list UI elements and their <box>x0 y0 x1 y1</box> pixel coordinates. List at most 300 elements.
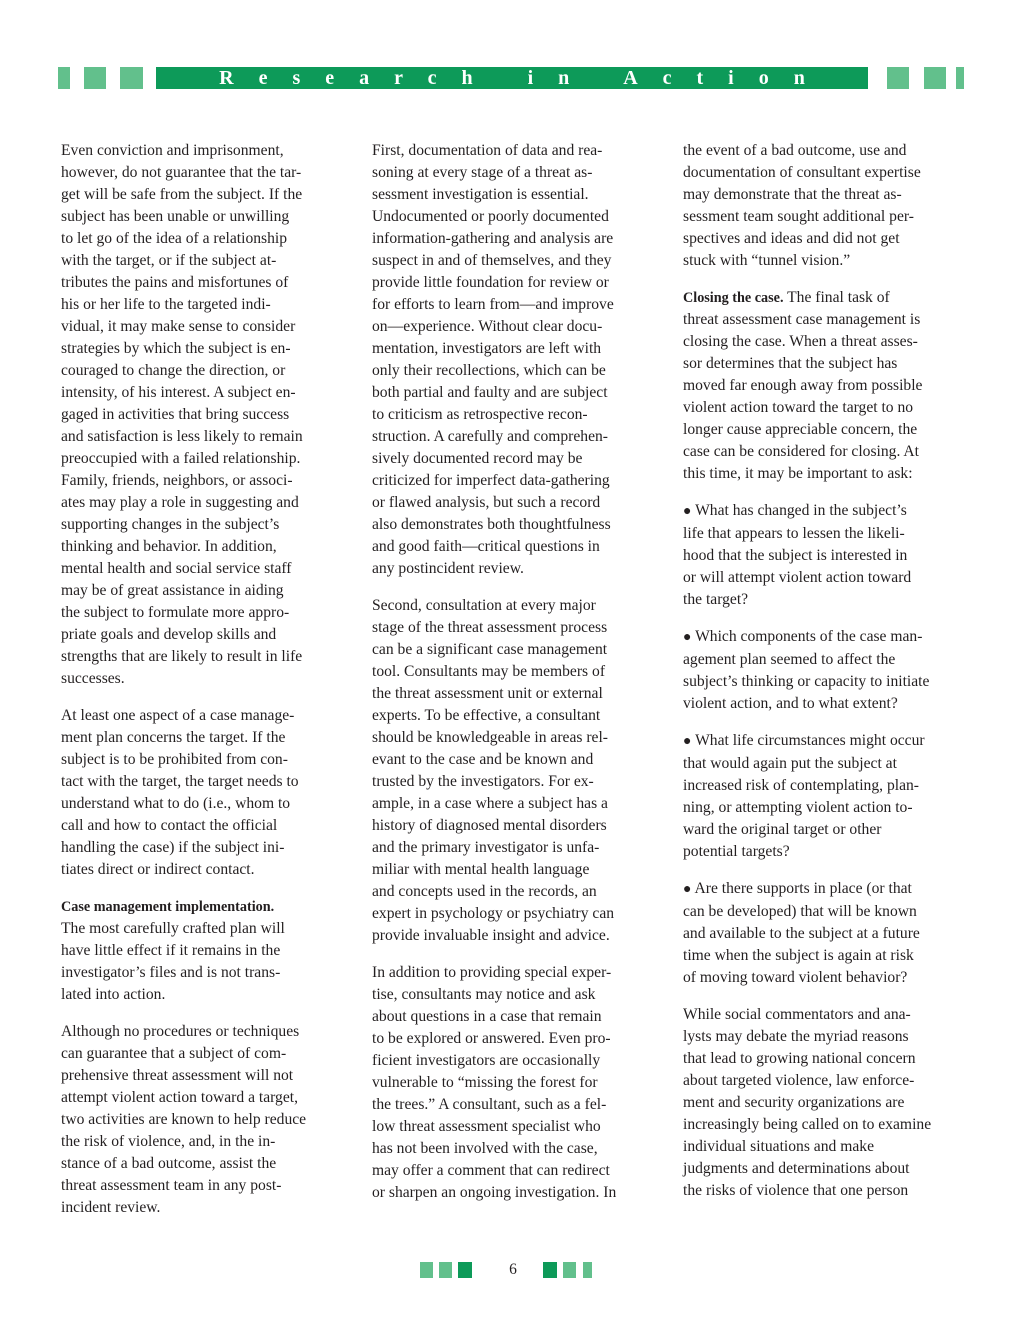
paragraph <box>683 140 973 272</box>
text-line <box>683 819 973 841</box>
line-text: also demonstrates both thoughtfulness <box>372 516 611 533</box>
line-text: individual situations and make <box>683 1138 874 1155</box>
text-line <box>61 404 351 426</box>
text-line <box>683 206 973 228</box>
line-text: ning, or attempting violent action to- <box>683 799 913 816</box>
bullet-icon: ● <box>683 882 692 897</box>
text-line <box>372 272 662 294</box>
text-line <box>61 1021 351 1043</box>
text-line <box>61 602 351 624</box>
line-text: Second, consultation at every major <box>372 597 596 614</box>
text-line <box>683 1136 973 1158</box>
line-text: sor determines that the subject has <box>683 355 898 372</box>
text-line <box>372 705 662 727</box>
text-line <box>61 984 351 1006</box>
line-text: handling the case) if the subject ini- <box>61 839 285 856</box>
text-line <box>372 228 662 250</box>
text-line <box>372 881 662 903</box>
line-text: The final task of <box>783 289 890 306</box>
text-line <box>372 859 662 881</box>
text-line <box>372 1138 662 1160</box>
text-line <box>372 140 662 162</box>
line-text: tributes the pains and misfortunes of <box>61 274 289 291</box>
paragraph <box>683 626 973 715</box>
text-line <box>61 918 351 940</box>
text-line <box>683 1026 973 1048</box>
text-line <box>683 878 973 901</box>
line-text: to be explored or answered. Even pro- <box>372 1030 611 1047</box>
line-text: priate goals and develop skills and <box>61 626 277 643</box>
text-line <box>683 353 973 375</box>
text-line <box>683 730 973 753</box>
text-line <box>61 470 351 492</box>
line-text: however, do not guarantee that the tar- <box>61 164 302 181</box>
line-text: tise, consultants may notice and ask <box>372 986 596 1003</box>
line-text: have little effect if it remains in the <box>61 942 281 959</box>
line-text: incident review. <box>61 1199 161 1216</box>
page-footer <box>420 1261 606 1279</box>
text-line <box>372 426 662 448</box>
line-text: subject has been unable or unwilling <box>61 208 290 225</box>
text-line <box>683 545 973 567</box>
line-text: only their recollections, which can be <box>372 362 606 379</box>
line-text: investigator’s files and is not trans- <box>61 964 281 981</box>
text-line <box>61 162 351 184</box>
text-line <box>372 558 662 580</box>
line-text: supporting changes in the subject’s <box>61 516 280 533</box>
line-text: longer cause appreciable concern, the <box>683 421 918 438</box>
line-text: or flawed analysis, but such a record <box>372 494 601 511</box>
line-text: to criticism as retrospective recon- <box>372 406 588 423</box>
line-text: call and how to contact the official <box>61 817 278 834</box>
text-line <box>61 536 351 558</box>
line-text: trusted by the investigators. For ex- <box>372 773 594 790</box>
line-text: Although no procedures or techniques <box>61 1023 300 1040</box>
line-text: judgments and determinations about <box>683 1160 910 1177</box>
line-text: Which components of the case man- <box>691 628 923 645</box>
line-text: criticized for imperfect data-gathering <box>372 472 610 489</box>
text-line <box>61 837 351 859</box>
line-text: agement plan seemed to affect the <box>683 651 896 668</box>
line-text: can be a significant case management <box>372 641 608 658</box>
text-line <box>372 771 662 793</box>
paragraph <box>683 878 973 989</box>
text-line <box>61 668 351 690</box>
line-text: mental health and social service staff <box>61 560 292 577</box>
text-line <box>61 184 351 206</box>
line-text: What has changed in the subject’s <box>691 502 907 519</box>
text-line <box>61 140 351 162</box>
line-text: ates may play a role in suggesting and <box>61 494 299 511</box>
line-text: and satisfaction is less likely to remain <box>61 428 303 445</box>
line-text: time when the subject is again at risk <box>683 947 914 964</box>
text-line <box>683 671 973 693</box>
line-text: or sharpen an ongoing investigation. In <box>372 1184 617 1201</box>
line-text: strengths that are likely to result in life <box>61 648 303 665</box>
line-text: First, documentation of data and rea- <box>372 142 603 159</box>
text-line <box>683 901 973 923</box>
text-line <box>683 375 973 397</box>
text-line <box>683 1048 973 1070</box>
line-text: thinking and behavior. In addition, <box>61 538 277 555</box>
line-text: tact with the target, the target needs to <box>61 773 299 790</box>
text-line <box>372 683 662 705</box>
line-text: successes. <box>61 670 125 687</box>
text-line <box>372 984 662 1006</box>
text-line <box>61 815 351 837</box>
header-square-decoration <box>120 67 143 89</box>
line-text: lysts may debate the myriad reasons <box>683 1028 909 1045</box>
text-line <box>683 841 973 863</box>
line-text: or will attempt violent action toward <box>683 569 912 586</box>
line-text: stance of a bad outcome, assist the <box>61 1155 277 1172</box>
text-line <box>61 514 351 536</box>
line-text: couraged to change the direction, or <box>61 362 286 379</box>
line-text: stage of the threat assessment process <box>372 619 608 636</box>
line-text: get will be safe from the subject. If the <box>61 186 303 203</box>
paragraph <box>372 140 662 580</box>
line-text: provide little foundation for review or <box>372 274 609 291</box>
text-line <box>683 923 973 945</box>
line-text: moved far enough away from possible <box>683 377 923 394</box>
line-text: can be developed) that will be known <box>683 903 917 920</box>
text-line <box>372 1006 662 1028</box>
line-text: Family, friends, neighbors, or associ- <box>61 472 293 489</box>
text-line <box>372 250 662 272</box>
text-line <box>683 589 973 611</box>
text-line <box>372 661 662 683</box>
text-line <box>683 1070 973 1092</box>
text-line <box>372 595 662 617</box>
text-line <box>683 567 973 589</box>
section-header <box>58 67 964 89</box>
text-line <box>61 294 351 316</box>
text-line <box>372 536 662 558</box>
line-text: any postincident review. <box>372 560 524 577</box>
text-column-2 <box>372 140 662 1219</box>
footer-square-decoration <box>439 1262 452 1278</box>
text-line <box>372 749 662 771</box>
text-line <box>683 523 973 545</box>
text-line <box>372 514 662 536</box>
text-line <box>683 500 973 523</box>
line-text: for efforts to learn from—and improve <box>372 296 614 313</box>
line-text: ment and security organizations are <box>683 1094 905 1111</box>
line-text: tiates direct or indirect contact. <box>61 861 255 878</box>
line-text: intensity, of his interest. A subject en- <box>61 384 296 401</box>
text-line <box>683 753 973 775</box>
line-text: and concepts used in the records, an <box>372 883 597 900</box>
text-line <box>683 228 973 250</box>
text-line <box>683 649 973 671</box>
line-text: In addition to providing special exper- <box>372 964 612 981</box>
text-line <box>61 492 351 514</box>
text-line <box>683 331 973 353</box>
line-text: about targeted violence, law enforce- <box>683 1072 915 1089</box>
text-line <box>372 793 662 815</box>
line-text: the risks of violence that one person <box>683 1182 909 1199</box>
text-line <box>372 1094 662 1116</box>
line-text: his or her life to the targeted indi- <box>61 296 271 313</box>
text-column-3 <box>683 140 973 1217</box>
text-line <box>61 1153 351 1175</box>
text-line <box>683 775 973 797</box>
text-line <box>372 492 662 514</box>
line-text: subject is to be prohibited from con- <box>61 751 288 768</box>
text-line <box>683 309 973 331</box>
line-text: violent action toward the target to no <box>683 399 914 416</box>
line-text: expert in psychology or psychiatry can <box>372 905 615 922</box>
line-text: ficient investigators are occasionally <box>372 1052 601 1069</box>
line-text: information-gathering and analysis are <box>372 230 614 247</box>
text-line <box>683 693 973 715</box>
line-text: tool. Consultants may be members of <box>372 663 606 680</box>
text-line <box>372 1050 662 1072</box>
text-line <box>61 962 351 984</box>
line-text: sessment investigation is essential. <box>372 186 589 203</box>
text-line <box>61 338 351 360</box>
text-line <box>683 463 973 485</box>
line-text: to let go of the idea of a relationship <box>61 230 288 247</box>
line-text: the trees.” A consultant, such as a fel- <box>372 1096 607 1113</box>
text-line <box>61 940 351 962</box>
line-text: gaged in activities that bring success <box>61 406 290 423</box>
paragraph <box>372 962 662 1204</box>
text-line <box>372 294 662 316</box>
line-text: violent action, and to what extent? <box>683 695 898 712</box>
text-line <box>372 316 662 338</box>
footer-square-decoration <box>458 1262 472 1278</box>
text-line <box>683 1114 973 1136</box>
line-text: vidual, it may make sense to consider <box>61 318 296 335</box>
line-text: mentation, investigators are left with <box>372 340 602 357</box>
paragraph <box>683 730 973 863</box>
line-text: ward the original target or other <box>683 821 882 838</box>
footer-square-decoration <box>583 1262 592 1278</box>
header-square-decoration <box>956 67 964 89</box>
text-line <box>683 1158 973 1180</box>
text-line <box>61 1197 351 1219</box>
text-line <box>61 206 351 228</box>
text-line <box>61 793 351 815</box>
header-square-decoration <box>58 67 70 89</box>
line-text: subject’s thinking or capacity to initiate <box>683 673 930 690</box>
run-in-heading: Closing the case. <box>683 290 784 306</box>
text-line <box>372 1182 662 1204</box>
text-line <box>683 1180 973 1202</box>
line-text: ample, in a case where a subject has a <box>372 795 608 812</box>
text-line <box>683 797 973 819</box>
line-text: struction. A carefully and comprehen- <box>372 428 608 445</box>
line-text: and available to the subject at a future <box>683 925 920 942</box>
text-line <box>372 338 662 360</box>
text-line <box>683 250 973 272</box>
line-text: may be of great assistance in aiding <box>61 582 284 599</box>
line-text: with the target, or if the subject at- <box>61 252 277 269</box>
text-line <box>372 925 662 947</box>
text-line <box>61 1043 351 1065</box>
text-line <box>61 580 351 602</box>
line-text: may offer a comment that can redirect <box>372 1162 610 1179</box>
line-text: both partial and faulty and are subject <box>372 384 608 401</box>
line-text: stuck with “tunnel vision.” <box>683 252 851 269</box>
line-text: spectives and ideas and did not get <box>683 230 900 247</box>
line-text: The most carefully crafted plan will <box>61 920 285 937</box>
line-text: vulnerable to “missing the forest for <box>372 1074 598 1091</box>
line-text: documentation of consultant expertise <box>683 164 921 181</box>
text-line <box>372 382 662 404</box>
line-text: provide invaluable insight and advice. <box>372 927 610 944</box>
text-line <box>61 272 351 294</box>
line-text: and the primary investigator is unfa- <box>372 839 600 856</box>
text-line <box>61 360 351 382</box>
line-text: on—experience. Without clear docu- <box>372 318 603 335</box>
text-line <box>683 397 973 419</box>
paragraph <box>61 140 351 690</box>
line-text: and good faith—critical questions in <box>372 538 600 555</box>
line-text: understand what to do (i.e., whom to <box>61 795 291 812</box>
text-line <box>61 558 351 580</box>
text-line <box>372 360 662 382</box>
line-text: sively documented record may be <box>372 450 583 467</box>
line-text: two activities are known to help reduce <box>61 1111 307 1128</box>
line-text: can guarantee that a subject of com- <box>61 1045 287 1062</box>
text-line <box>61 646 351 668</box>
line-text: threat assessment case management is <box>683 311 921 328</box>
text-line <box>61 705 351 727</box>
line-text: that lead to growing national concern <box>683 1050 916 1067</box>
text-line <box>372 404 662 426</box>
paragraph <box>61 896 351 1006</box>
line-text: sessment team sought additional per- <box>683 208 914 225</box>
line-text: lated into action. <box>61 986 166 1003</box>
paragraph <box>683 500 973 611</box>
line-text: experts. To be effective, a consultant <box>372 707 601 724</box>
text-line <box>61 727 351 749</box>
line-text: Are there supports in place (or that <box>691 880 912 897</box>
text-line <box>683 162 973 184</box>
text-line <box>683 287 973 309</box>
line-text: has not been involved with the case, <box>372 1140 598 1157</box>
line-text: should be knowledgeable in areas rel- <box>372 729 608 746</box>
text-line <box>61 896 351 918</box>
line-text: life that appears to lessen the likeli- <box>683 525 905 542</box>
text-line <box>683 1092 973 1114</box>
line-text: potential targets? <box>683 843 790 860</box>
text-line <box>61 250 351 272</box>
text-line <box>372 617 662 639</box>
text-line <box>372 639 662 661</box>
line-text: history of diagnosed mental disorders <box>372 817 607 834</box>
text-line <box>61 1065 351 1087</box>
paragraph <box>61 1021 351 1219</box>
line-text: case can be considered for closing. At <box>683 443 919 460</box>
text-line <box>683 419 973 441</box>
line-text: may demonstrate that the threat as- <box>683 186 902 203</box>
text-line <box>61 448 351 470</box>
text-line <box>372 1072 662 1094</box>
text-line <box>372 1028 662 1050</box>
text-line <box>683 1004 973 1026</box>
text-line <box>61 1087 351 1109</box>
text-line <box>61 771 351 793</box>
text-line <box>61 382 351 404</box>
text-line <box>683 967 973 989</box>
header-title: Research in Action <box>219 67 830 89</box>
text-line <box>372 727 662 749</box>
paragraph <box>61 705 351 881</box>
run-in-heading: Case management implementation. <box>61 899 275 915</box>
text-line <box>372 1116 662 1138</box>
text-line <box>372 206 662 228</box>
text-line <box>61 426 351 448</box>
line-text: closing the case. When a threat asses- <box>683 333 918 350</box>
line-text: low threat assessment specialist who <box>372 1118 601 1135</box>
line-text: about questions in a case that remain <box>372 1008 602 1025</box>
header-square-decoration <box>887 67 909 89</box>
text-line <box>683 945 973 967</box>
line-text: At least one aspect of a case manage- <box>61 707 295 724</box>
text-line <box>372 162 662 184</box>
line-text: What life circumstances might occur <box>691 732 925 749</box>
line-text: the target? <box>683 591 749 608</box>
footer-square-decoration <box>563 1262 576 1278</box>
line-text: the threat assessment unit or external <box>372 685 603 702</box>
bullet-icon: ● <box>683 504 692 519</box>
line-text: preoccupied with a failed relationship. <box>61 450 301 467</box>
text-line <box>372 837 662 859</box>
line-text: this time, it may be important to ask: <box>683 465 913 482</box>
line-text: prehensive threat assessment will not <box>61 1067 294 1084</box>
text-line <box>683 626 973 649</box>
header-square-decoration <box>84 67 106 89</box>
paragraph <box>683 1004 973 1202</box>
line-text: soning at every stage of a threat as- <box>372 164 593 181</box>
line-text: hood that the subject is interested in <box>683 547 908 564</box>
line-text: the risk of violence, and, in the in- <box>61 1133 276 1150</box>
text-line <box>683 140 973 162</box>
text-line <box>61 624 351 646</box>
footer-square-decoration <box>420 1262 433 1278</box>
line-text: Undocumented or poorly documented <box>372 208 609 225</box>
text-line <box>61 1131 351 1153</box>
line-text: of moving toward violent behavior? <box>683 969 908 986</box>
line-text: the subject to formulate more appro- <box>61 604 290 621</box>
text-line <box>61 316 351 338</box>
text-line <box>61 1175 351 1197</box>
line-text: strategies by which the subject is en- <box>61 340 291 357</box>
line-text: miliar with mental health language <box>372 861 590 878</box>
text-line <box>372 184 662 206</box>
text-line <box>372 815 662 837</box>
text-line <box>61 228 351 250</box>
page-number: 6 <box>509 1261 517 1278</box>
text-line <box>683 441 973 463</box>
bullet-icon: ● <box>683 630 692 645</box>
bullet-icon: ● <box>683 734 692 749</box>
line-text: While social commentators and ana- <box>683 1006 911 1023</box>
line-text: threat assessment team in any post- <box>61 1177 282 1194</box>
line-text: Even conviction and imprisonment, <box>61 142 284 159</box>
line-text: evant to the case and be known and <box>372 751 594 768</box>
line-text: attempt violent action toward a target, <box>61 1089 299 1106</box>
paragraph <box>683 287 973 485</box>
line-text: the event of a bad outcome, use and <box>683 142 907 159</box>
text-line <box>61 1109 351 1131</box>
footer-square-decoration <box>543 1262 557 1278</box>
text-line <box>372 448 662 470</box>
text-line <box>372 962 662 984</box>
